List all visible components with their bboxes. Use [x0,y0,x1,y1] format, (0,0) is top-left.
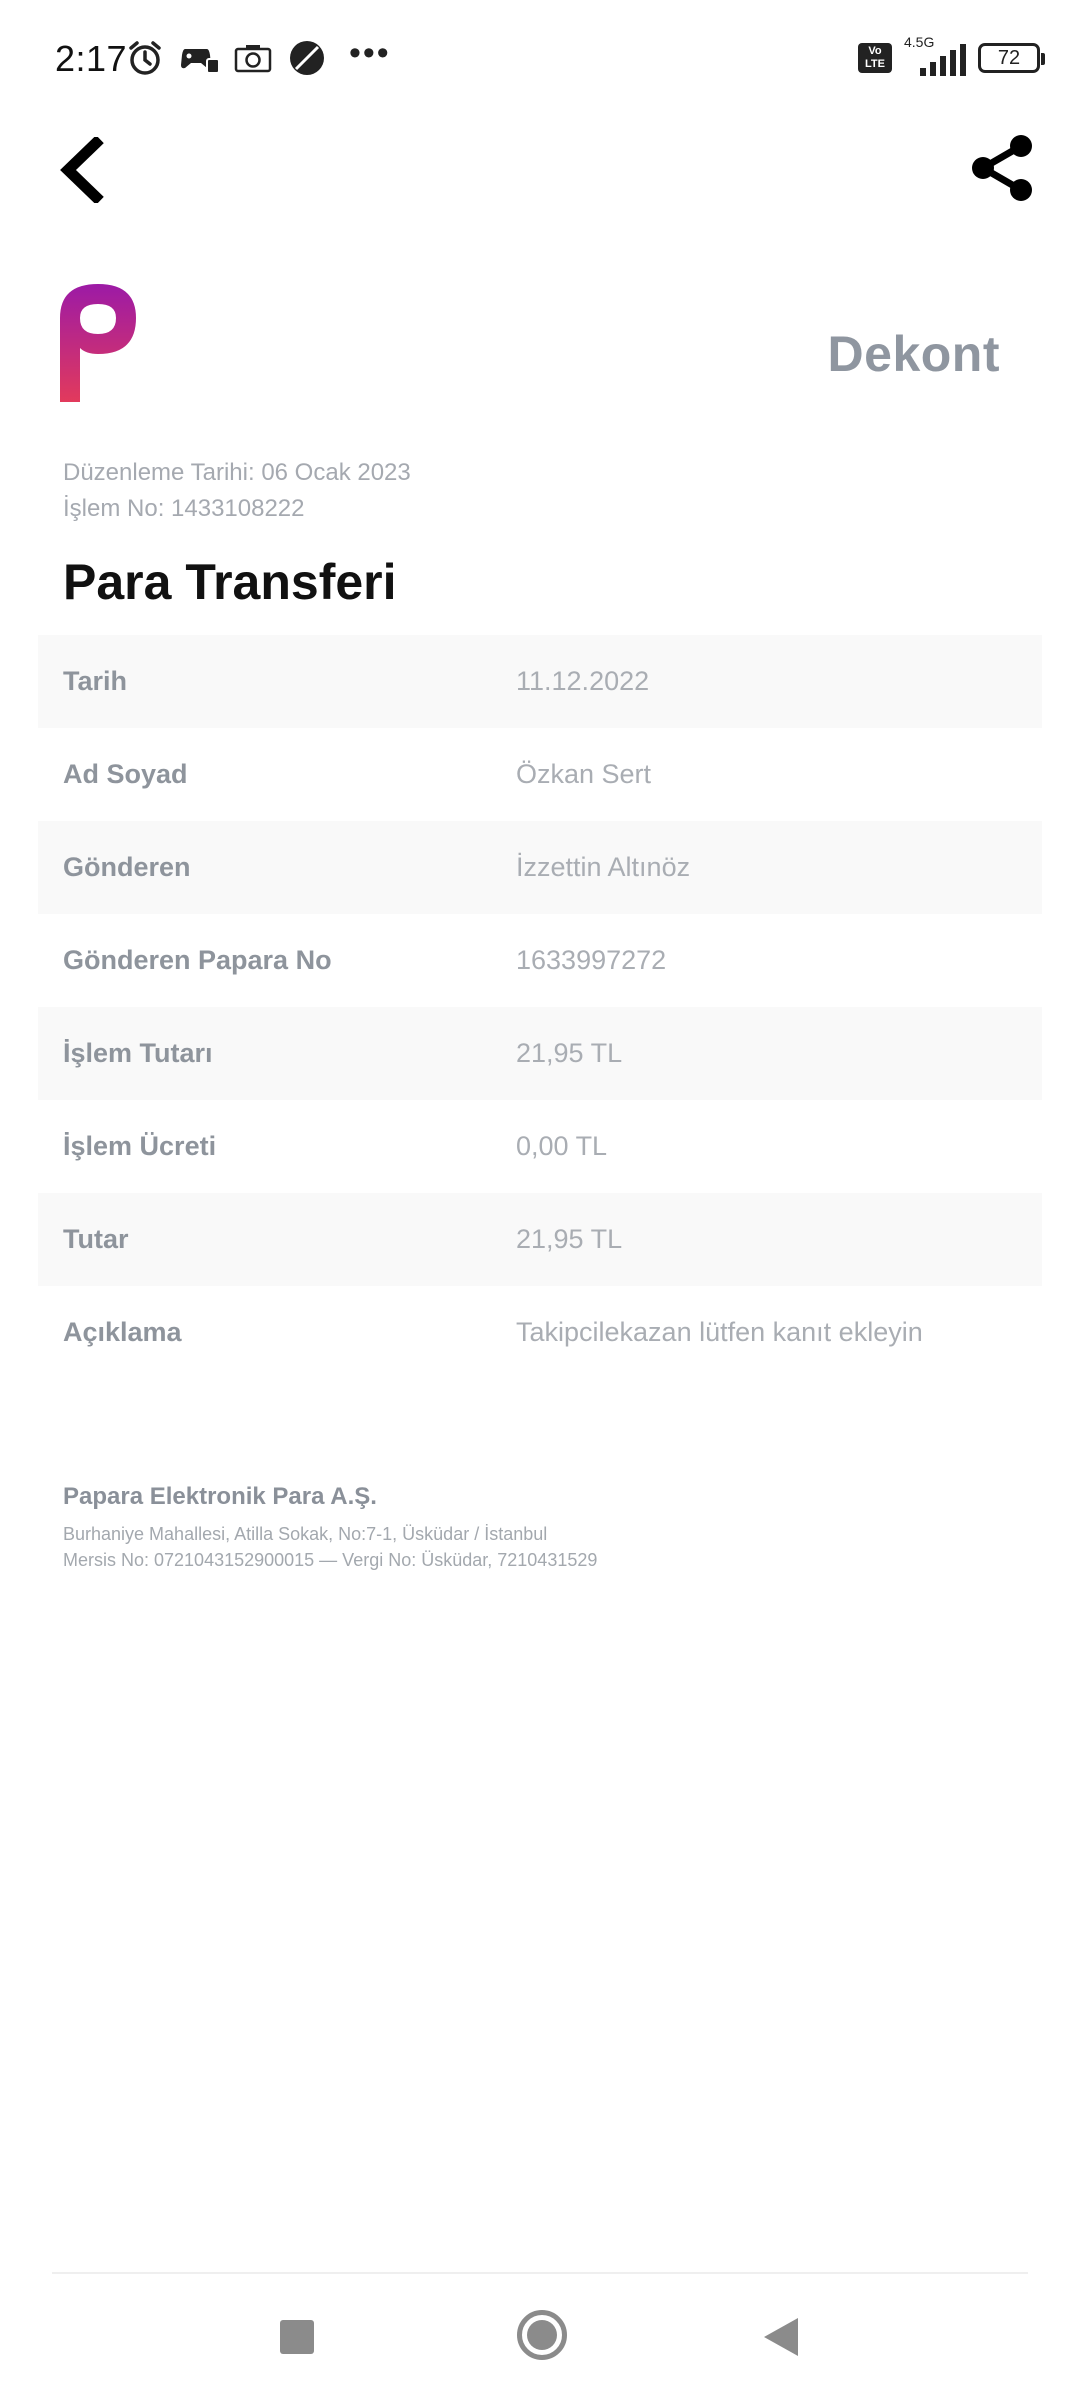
row-label: Tarih [63,666,128,696]
share-icon [969,134,1035,202]
row-value: 21,95 TL [516,1224,623,1254]
row-value: 0,00 TL [516,1131,608,1161]
camera-icon [233,38,273,78]
table-row [38,1100,1042,1193]
status-notification-icons [125,33,391,78]
network-type: 4.5G [904,34,935,50]
row-value: 1633997272 [516,945,667,975]
table-row [38,1193,1042,1286]
page-title: Para Transferi [63,554,397,610]
table-row [38,728,1042,821]
row-value: 21,95 TL [516,1038,623,1068]
share-button[interactable] [964,130,1040,206]
papara-logo [60,282,138,402]
table-row [38,821,1042,914]
system-back-button[interactable] [764,2318,798,2356]
status-bar [0,0,1080,120]
alarm-icon [125,38,165,78]
transaction-details-table [38,635,1042,1379]
receipt-meta [63,455,411,527]
table-row [38,914,1042,1007]
table-row [38,635,1042,728]
company-info [63,1483,597,1573]
company-address: Burhaniye Mahallesi, Atilla Sokak, No:7-1, Üsküdar / İstanbul [63,1524,548,1544]
globe-icon [287,38,327,78]
volte-icon: Vo LTE [858,43,892,73]
company-registry: Mersis No: 0721043152900015 — Vergi No: Üsküdar, 7210431529 [63,1550,598,1570]
row-label: Gönderen [63,852,191,882]
battery-icon [978,43,1040,73]
row-label: Ad Soyad [63,759,188,789]
status-time: 2:17 [55,38,128,79]
row-label: Tutar [63,1224,129,1254]
more-dots-icon: ••• [349,33,391,72]
row-value: 11.12.2022 [516,666,650,696]
row-label: İşlem Tutarı [63,1038,213,1068]
home-button[interactable] [517,2310,567,2360]
table-row [38,1286,1042,1379]
battery-level: 72 [997,46,1021,69]
back-button[interactable] [50,135,110,205]
row-label: Açıklama [63,1317,182,1347]
row-value: İzzettin Altınöz [516,852,691,882]
issue-date: Düzenleme Tarihi: 06 Ocak 2023 [63,459,411,486]
signal-icon [904,34,966,78]
recent-apps-button[interactable] [280,2320,314,2354]
chevron-left-icon [56,137,104,203]
game-controller-icon [179,38,219,78]
status-system-icons [858,34,1040,78]
row-label: İşlem Ücreti [63,1131,217,1161]
transaction-number: İşlem No: 1433108222 [63,495,305,522]
system-navigation-bar [0,2290,1080,2380]
document-title: Dekont [827,326,1000,382]
company-name: Papara Elektronik Para A.Ş. [63,1483,377,1510]
row-label: Gönderen Papara No [63,945,332,975]
row-value: Özkan Sert [516,759,652,789]
nav-divider [52,2272,1028,2274]
row-value: Takipcilekazan lütfen kanıt ekleyin [516,1317,923,1347]
table-row [38,1007,1042,1100]
